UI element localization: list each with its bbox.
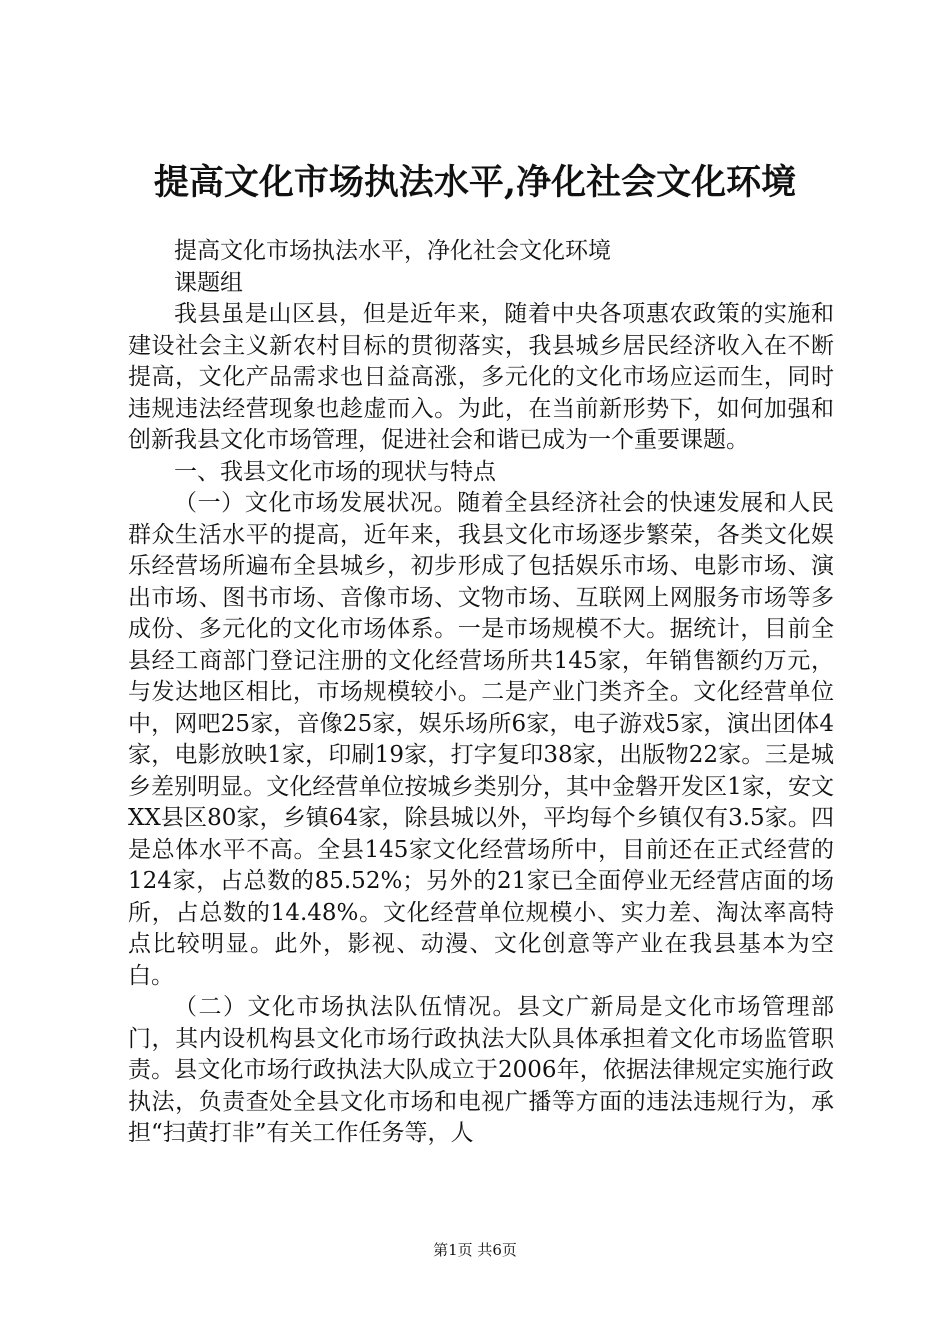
subtitle-paragraph: 提高文化市场执法水平，净化社会文化环境: [174, 238, 611, 264]
author-paragraph: 课题组: [174, 269, 243, 296]
page-footer: 第1页 共6页: [433, 1241, 517, 1259]
section-1-paragraph: （一）文化市场发展状况。随着全县经济社会的快速发展和人民群众生活水平的提高，近年来，我县文化市场逐步繁荣，各类文化娱乐经营场所遍布全县城乡，初步形成了包括娱乐市场、电影市场、演出市场、图书市场、音像市场、文物市场、互联网上网服务市场等多成份、多元化的文化市场体系。一是市场规模不大。据统计，目前全县经工商部门登记注册的文化经营场所共145家，年销售额约万元，与发达地区相比，市场规模较小。二是产业门类齐全。文化经营单位中，网吧25家，音像25家，娱乐场所6家，电子游戏5家，演出团体4家，电影放映1家，印刷19家，打字复印38家，出版物22家。三是城乡差别明显。文化经营单位按城乡类别分，其中金磐开发区1家，安文XX县区80家，乡镇64家，除县城以外，平均每个乡镇仅有3.5家。四是总体水平不高。全县145家文化经营场所中，目前还在正式经营的124家，占总数的85.52%；另外的21家已全面停业无经营店面的场所，占总数的14.48%。文化经营单位规模小、实力差、淘汰率高特点比较明显。此外，影视、动漫、文化创意等产业在我县基本为空白。: [128, 490, 834, 989]
intro-paragraph: 我县虽是山区县，但是近年来，随着中央各项惠农政策的实施和建设社会主义新农村目标的贯彻落实，我县城乡居民经济收入在不断提高，文化产品需求也日益高涨，多元化的文化市场应运而生，同时违规违法经营现象也趁虚而入。为此，在当前新形势下，如何加强和创新我县文化市场管理，促进社会和谐已成为一个重要课题。: [128, 301, 834, 453]
document-body: [128, 236, 834, 1150]
document-title: 提高文化市场执法水平,净化社会文化环境: [153, 162, 797, 203]
section-2-paragraph: （二）文化市场执法队伍情况。县文广新局是文化市场管理部门，其内设机构县文化市场行政执法大队具体承担着文化市场监管职责。县文化市场行政执法大队成立于2006年，依据法律规定实施行政执法，负责查处全县文化市场和电视广播等方面的违法违规行为，承担“扫黄打非”有关工作任务等，人: [128, 994, 834, 1146]
section-heading: 一、我县文化市场的现状与特点: [174, 458, 496, 485]
